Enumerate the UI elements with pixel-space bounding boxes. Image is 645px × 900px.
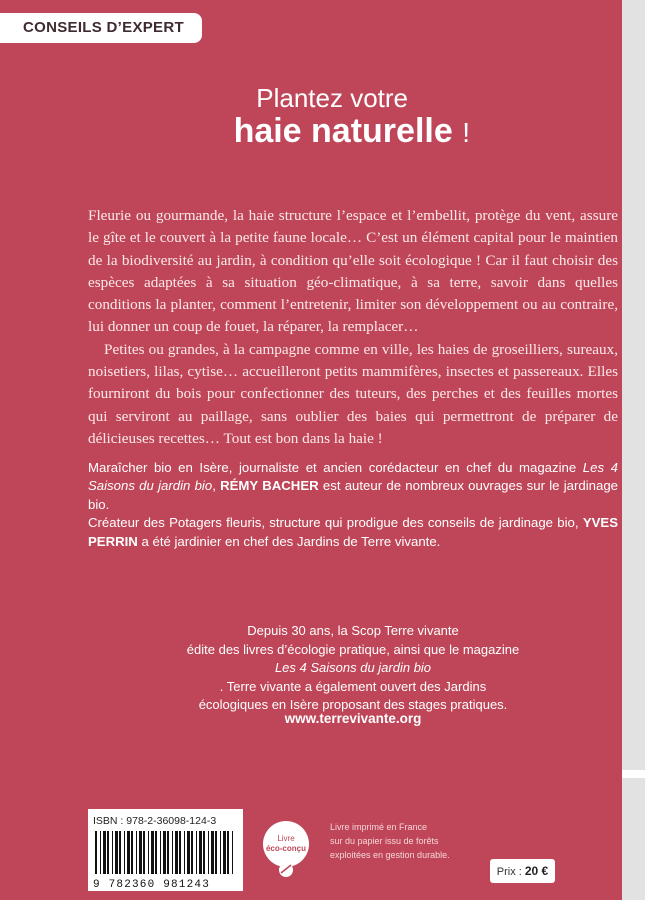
author-bio-1-separator: ,	[212, 478, 221, 494]
title-line-1: Plantez votre	[256, 83, 408, 113]
barcode-bar	[215, 831, 217, 874]
barcode-bar	[167, 831, 169, 874]
eco-book-logo	[259, 820, 313, 880]
barcode-bar	[223, 831, 226, 874]
barcode-bar	[95, 831, 97, 874]
title-main: haie naturelle	[233, 112, 453, 150]
barcode-bar	[199, 831, 202, 874]
barcode-bar	[155, 831, 157, 874]
barcode-bar	[179, 831, 181, 874]
price-label: Prix :	[496, 866, 525, 878]
publisher-line-4: écologiques en Isère proposant des stages pratiques.	[198, 697, 508, 713]
barcode-bar	[115, 831, 118, 874]
page-edge-bottom	[622, 778, 645, 900]
blurb	[88, 205, 618, 450]
publisher-line-2: édite des livres d’écologie pratique, ainsi que le magazine	[186, 641, 520, 657]
print-info-line-3: exploitées en gestion durable.	[330, 850, 450, 860]
barcode-bar	[107, 831, 109, 874]
eco-logo-line-2: éco-conçu	[265, 844, 307, 853]
barcode-bar	[175, 831, 178, 874]
publisher-line-3-rest: . Terre vivante a également ouvert des Jardins	[219, 678, 487, 694]
barcode-bar	[191, 831, 193, 874]
barcode-bar	[211, 831, 214, 874]
title-line-2	[0, 112, 470, 151]
blurb-paragraph-1: Fleurie ou gourmande, la haie structure l’espace et l’embellit, protège du vent, assure le gîte et le couvert à la petite faune locale… C’est un élément capital pour le maintien de la biodiversité au jardin, à condition qu’elle soit écologique ! Car il faut choisir des espèces adaptées à sa situation géo-climatique, à sa terre, savoir dans quelles conditions la planter, comment l’entretenir, limiter son développement ou au contraire, lui donner un coup de fouet, la réparer, la remplacer…	[88, 207, 618, 336]
blurb-paragraph-2: Petites ou grandes, à la campagne comme en ville, les haies de groseilliers, sureaux, noisetiers, lilas, cytise… accueilleront petits mammifères, insectes et passereaux. Elles fourniront du bois pour confectionner des tuteurs, des perches et des feuilles mortes qui serviront au paillage, sans oublier des baies qui permettront de préparer de délicieuses recettes… Tout est bon dans la haie !	[88, 340, 618, 447]
barcode-bar	[112, 831, 113, 874]
barcode-bar	[151, 831, 154, 874]
barcode-bar	[196, 831, 197, 874]
barcode-bar	[131, 831, 133, 874]
barcode-bar	[203, 831, 205, 874]
author-bio-2	[88, 514, 618, 551]
isbn-number: ISBN : 978-2-36098-124-3	[93, 815, 217, 827]
author-bio-1	[88, 459, 618, 514]
publisher-line-1: Depuis 30 ans, la Scop Terre vivante	[247, 623, 459, 638]
price-tag	[490, 859, 555, 883]
barcode-box	[88, 809, 243, 891]
author-bios	[88, 459, 618, 551]
barcode-bar	[160, 831, 161, 874]
print-info-line-1: Livre imprimé en France	[330, 822, 428, 832]
barcode-bar	[143, 831, 145, 874]
print-info	[330, 820, 480, 862]
barcode-bar	[227, 831, 229, 874]
barcode-bar	[232, 831, 233, 874]
publisher-info	[88, 622, 618, 715]
barcode-bar	[172, 831, 173, 874]
magazine-title: Les 4 Saisons du jardin bio	[88, 460, 618, 494]
author-bio-2-rest: a été jardinier en chef des Jardins de Terre vivante.	[137, 533, 441, 549]
publisher-magazine-title: Les 4 Saisons du jardin bio	[274, 660, 432, 676]
leaf-icon	[279, 863, 293, 877]
print-info-line-2: sur du papier issu de forêts	[330, 836, 439, 846]
barcode-bar	[208, 831, 209, 874]
page-edge-top	[622, 0, 645, 770]
barcode-bar	[220, 831, 221, 874]
barcode-bar	[100, 831, 101, 874]
barcode-bar	[163, 831, 166, 874]
barcode-bar	[136, 831, 137, 874]
barcode-bar	[139, 831, 142, 874]
series-label: CONSEILS D’EXPERT	[23, 19, 184, 36]
author-name-2: YVES PERRIN	[88, 515, 618, 549]
barcode-bar	[184, 831, 185, 874]
series-tab	[0, 13, 202, 43]
barcode-icon	[91, 831, 240, 889]
publisher-line-3	[88, 659, 618, 696]
title-exclamation: !	[462, 117, 470, 148]
author-bio-1-text: Maraîcher bio en Isère, journaliste et ancien corédacteur en chef du magazine	[88, 460, 583, 475]
price-value: 20 €	[524, 864, 549, 878]
barcode-digits: 9 782360 981243	[93, 879, 211, 889]
eco-logo-line-1: Livre	[277, 834, 295, 843]
barcode-bar	[124, 831, 125, 874]
barcode-bar	[187, 831, 190, 874]
website-link[interactable]: www.terrevivante.org	[284, 711, 422, 726]
barcode-bar	[127, 831, 130, 874]
author-bio-1-rest: est auteur de nombreux ouvrages sur le jardinage bio.	[88, 478, 619, 512]
barcode-bar	[148, 831, 149, 874]
barcode-bar	[119, 831, 121, 874]
author-name-1: RÉMY BACHER	[220, 478, 319, 494]
barcode-bar	[103, 831, 106, 874]
author-bio-2-text: Créateur des Potagers fleuris, structure qui prodigue des conseils de jardinage bio,	[88, 515, 583, 531]
